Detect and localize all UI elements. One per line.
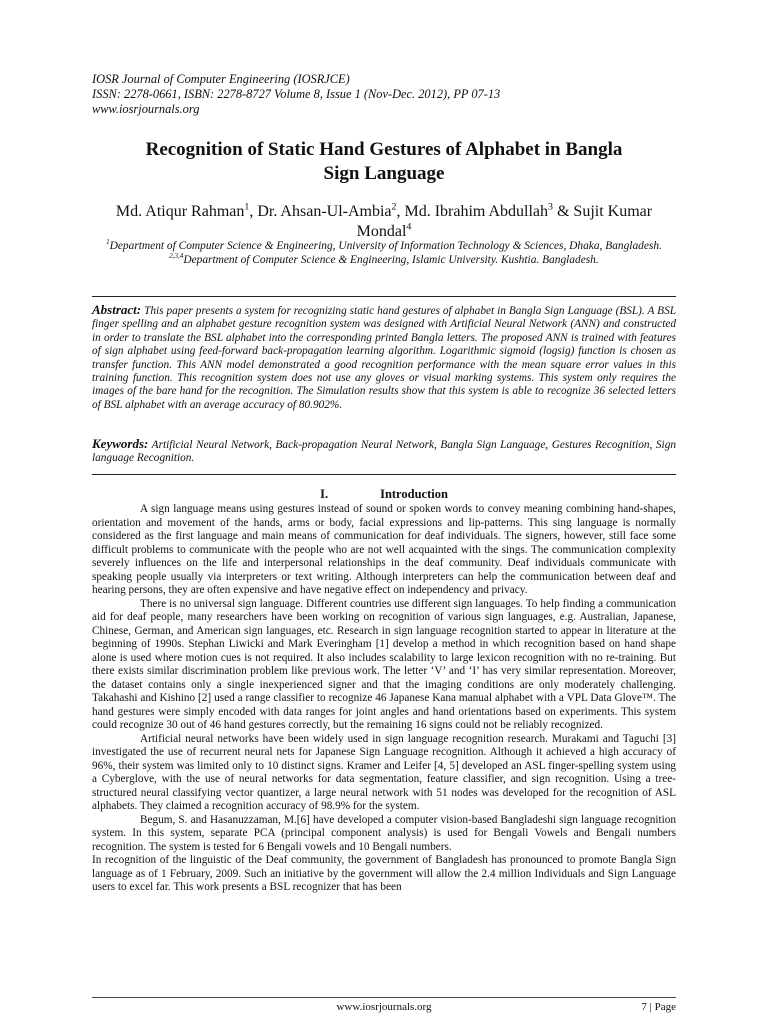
paper-title: [92, 138, 676, 186]
section-number: I.: [320, 487, 329, 501]
journal-issn: ISSN: 2278-0661, ISBN: 2278-8727 Volume 8, Issue 1 (Nov-Dec. 2012), PP 07-13: [92, 87, 501, 101]
body-paragraph-5: In recognition of the linguistic of the Deaf community, the government of Bangladesh has pronounced to promote Bangla Sign language as of 1 February, 2009. Such an initiative by the government will allow the 2.4 million Individuals and Sign Language users to excel far. This work presents a BSL recognizer that has been: [92, 854, 676, 893]
affiliations: [92, 239, 676, 267]
author-4-sup: 4: [406, 221, 412, 233]
body-text: [92, 503, 676, 895]
body-paragraph-3: Artificial neural networks have been widely used in sign language recognition research. Murakami and Taguchi [3] investigated the use of recurrent neural nets for Japanese Sign Language recognition. Although it achieved a high accuracy of 96%, their system was limited only to 10 distinct signs. Kramer and Leifer [4, 5] developed an ASL finger-spelling system using a Cyberglove, with the use of neural networks for data segmentation, feature classifier, and sign recognition. Using a tree-structured neural classifying vector quantizer, a large neural network with 51 nodes was developed for the recognition of ASL alphabets. They claimed a recognition accuracy of 98.9% for the system.: [92, 732, 676, 812]
abstract: [92, 303, 676, 412]
keywords: [92, 437, 676, 466]
body-paragraph-1: A sign language means using gestures instead of sound or spoken words to convey meaning combining hand-shapes, orientation and movement of the hands, arms or body, facial expressions and lip-patterns. This sing language is normally considered as the first language and main means of communication for deaf individuals. The signers, however, still face some difficult problems to communicate with the people who are not well acquainted with the sings. The communication complexity severely influences on the life and interpersonal relationships in the deaf community. Deaf individuals communicate with speaking people usually via interpreters or text writing. Although interpreters can help the communication between deaf and hearing persons, they are often expensive and have negative effect on independency and privacy.: [92, 503, 676, 596]
abstract-label: Abstract:: [92, 302, 142, 317]
author-3-sup: 3: [548, 201, 553, 213]
paper-title-line2: Sign Language: [323, 163, 445, 184]
footer-url[interactable]: www.iosrjournals.org: [336, 1001, 432, 1013]
section-heading: [92, 487, 676, 502]
page-number: 7 | Page: [641, 1001, 676, 1013]
section-title: Introduction: [380, 487, 448, 501]
affiliation-2-text: Department of Computer Science & Engineering, Islamic University. Kushtia. Bangladesh.: [183, 254, 599, 266]
body-paragraph-4: Begum, S. and Hasanuzzaman, M.[6] have developed a computer vision-based Bangladeshi sign language recognition system. In this system, separate PCA (principal component analysis) is used for Bengali Vowels and Bengali numbers recognition. The system is tested for 6 Bengali vowels and 10 Bengali numbers.: [92, 813, 676, 853]
keywords-label: Keywords:: [92, 436, 149, 451]
footer-rule: [92, 997, 676, 998]
author-2-sup: 2: [391, 201, 397, 213]
author-4: & Sujit Kumar Mondal: [356, 203, 653, 240]
journal-name: IOSR Journal of Computer Engineering (IOSRJCE): [92, 72, 350, 86]
author-2: , Dr. Ahsan-Ul-Ambia: [249, 203, 392, 220]
journal-header: [92, 72, 500, 117]
author-3: , Md. Ibrahim Abdullah: [396, 203, 549, 220]
author-list: [92, 202, 676, 242]
keywords-text: Artificial Neural Network, Back-propagation Neural Network, Bangla Sign Language, Gestures Recognition, Sign language Recognition.: [92, 439, 676, 465]
abstract-bottom-rule: [92, 474, 676, 475]
author-1-sup: 1: [244, 201, 250, 213]
affiliation-2-sup: 2,3,4: [169, 252, 184, 261]
affiliation-1-text: Department of Computer Science & Engineering, University of Information Technology & Sciences, Dhaka, Bangladesh.: [109, 240, 662, 252]
body-paragraph-2: There is no universal sign language. Different countries use different sign languages. To help finding a communication aid for deaf people, many researchers have been working on recognition of various sign languages, e.g. Australian, Japanese, Chinese, German, and American sign languages, etc. Research in sign language recognition started to appear in literature at the beginning of 1990s. Stephan Liwicki and Mark Everingham [1] develop a method in which recognition based on hand shape alone is used where motion cues is not required. It also includes scalability to large lexicon recognition with no re-training. But there exists similar discrimination problem like previous work. The letter ‘V’ and ‘I’ has very similar representation. Moreover, the dataset contains only a single inexperienced signer and that the imaging conditions are only moderately challenging. Takahashi and Kishino [2] used a range classifier to recognize 46 Japanese Kana manual alphabet with a VPL Data Glove™. The hand gestures were simply encoded with data ranges for joint angles and hand orientations based on experiments. This system could recognize 30 out of 46 hand gestures correctly, but the remaining 16 signs could not be reliably recognized.: [92, 597, 676, 731]
abstract-text: This paper presents a system for recognizing static hand gestures of alphabet in Bangla Sign Language (BSL). A BSL finger spelling and an alphabet gesture recognition system was designed with Artificial Neural Network (ANN) and constructed in order to translate the BSL alphabet into the corresponding printed Bangla letters. The proposed ANN is trained with features of sign alphabet using feed-forward back-propagation learning algorithm. Logarithmic sigmoid (logsig) function is chosen as transfer function. This ANN model demonstrated a good recognition performance with the mean square error values in this training function. This recognition system does not use any gloves or visual marking systems. This system only requires the images of the bare hand for the recognition. The Simulation results show that this system is able to recognize 36 selected letters of BSL alphabet with an average accuracy of 80.902%.: [92, 305, 676, 411]
abstract-top-rule: [92, 296, 676, 297]
affiliation-1-sup: 1: [106, 238, 110, 247]
author-1: Md. Atiqur Rahman: [115, 203, 245, 220]
affiliation-1: [92, 239, 676, 253]
affiliation-2: [92, 253, 676, 267]
paper-title-line1: Recognition of Static Hand Gestures of Alphabet in Bangla: [145, 139, 623, 160]
journal-url[interactable]: www.iosrjournals.org: [92, 102, 200, 116]
